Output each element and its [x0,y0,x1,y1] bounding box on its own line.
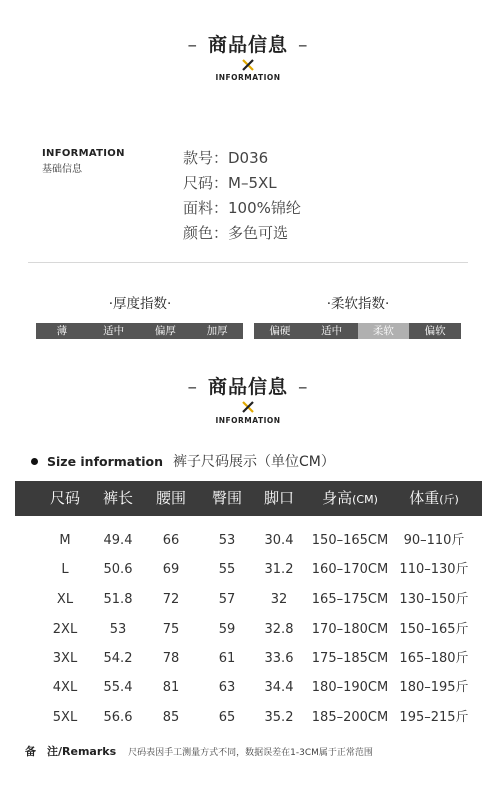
softness-bar [254,323,461,339]
divider [28,262,468,263]
thickness-level: 适中 [88,323,140,339]
column-header [303,481,398,516]
table-cell: 65 [218,710,236,725]
table-cell: 170–180CM [311,622,389,637]
table-cell: 150–165斤 [399,622,469,637]
remarks [25,743,373,759]
bullet-dot-icon [31,458,38,465]
table-cell: 31.2 [264,562,294,577]
table-cell: 81 [162,680,180,695]
basic-info-label-cn: 基础信息 [42,164,82,175]
product-info-subtitle: INFORMATION [215,73,281,82]
softness-level: 偏硬 [254,323,306,339]
table-cell: 54.2 [103,651,133,666]
color-options: 颜色：多色可选 [183,224,289,242]
product-info-title-2: – 商品信息 – [187,376,309,398]
table-cell: 56.6 [103,710,133,725]
remarks-label: 备 注/Remarks [25,745,117,758]
table-cell: 150–165CM [311,533,389,548]
table-cell: 185–200CM [311,710,389,725]
column-header [91,481,146,516]
table-cell: 180–195斤 [399,680,469,695]
fabric: 面料：100%锦纶 [183,199,301,217]
table-cell: 61 [218,651,236,666]
table-cell: 57 [218,592,236,607]
table-cell: L [61,562,69,577]
x-mark-icon [0,57,496,71]
table-cell: 53 [109,622,127,637]
table-cell: 165–180斤 [399,651,469,666]
column-header [144,481,199,516]
table-cell: 63 [218,680,236,695]
thickness-level: 薄 [36,323,88,339]
column-header-label: 身高 [322,489,353,507]
size-heading-cn: 裤子尺码展示（单位CM） [172,454,335,470]
table-cell: 2XL [52,622,78,637]
table-cell: 85 [162,710,180,725]
column-header-label: 裤长 [102,489,133,507]
size-heading [31,451,335,471]
size-range: 尺码：M–5XL [183,174,277,192]
table-cell: 72 [162,592,180,607]
basic-info-label-en: INFORMATION [42,148,125,159]
column-header [252,481,307,516]
softness-level: 适中 [306,323,358,339]
softness-level: 偏软 [409,323,461,339]
table-cell: 180–190CM [311,680,389,695]
table-cell: 34.4 [264,680,294,695]
column-header [200,481,255,516]
table-cell: 75 [162,622,180,637]
table-cell: 110–130斤 [399,562,469,577]
product-info-subtitle-2: INFORMATION [215,416,281,425]
table-cell: 32 [270,592,288,607]
table-cell: 4XL [52,680,78,695]
remarks-text: 尺码表因手工测量方式不同，数据误差在1-3CM属于正常范围 [128,748,373,758]
size-heading-en: Size information [47,453,163,469]
table-cell: 50.6 [103,562,133,577]
table-cell: 53 [218,533,236,548]
table-cell: 69 [162,562,180,577]
table-cell: 49.4 [103,533,133,548]
table-cell: 55.4 [103,680,133,695]
table-cell: 35.2 [264,710,294,725]
softness-title: ·柔软指数· [326,296,390,312]
thickness-bar [36,323,243,339]
table-cell: XL [56,592,74,607]
table-cell: 90–110斤 [403,533,465,548]
table-cell: 195–215斤 [399,710,469,725]
column-header-label: 臀围 [211,489,242,507]
product-info-title: – 商品信息 – [187,34,309,56]
column-header-label: 尺码 [49,489,80,507]
table-cell: 55 [218,562,236,577]
table-cell: 130–150斤 [399,592,469,607]
column-header-unit: (斤) [439,493,459,506]
style-number: 款号：D036 [183,149,269,167]
table-cell: 59 [218,622,236,637]
column-header-unit: (CM) [352,493,378,506]
table-cell: 165–175CM [311,592,389,607]
thickness-level: 偏厚 [140,323,192,339]
table-cell: 5XL [52,710,78,725]
thickness-title: ·厚度指数· [108,296,172,312]
table-cell: 51.8 [103,592,133,607]
column-header-label: 腰围 [155,489,186,507]
column-header [392,481,477,516]
table-cell: 175–185CM [311,651,389,666]
column-header-label: 脚口 [263,489,294,507]
table-cell: 160–170CM [311,562,389,577]
table-cell: 66 [162,533,180,548]
table-cell: 78 [162,651,180,666]
table-cell: 30.4 [264,533,294,548]
softness-level-selected: 柔软 [358,323,410,339]
column-header-label: 体重 [409,489,440,507]
thickness-level: 加厚 [191,323,243,339]
table-cell: 33.6 [264,651,294,666]
x-mark-icon [0,399,496,413]
table-cell: M [59,533,71,548]
column-header [30,481,100,516]
table-cell: 32.8 [264,622,294,637]
table-cell: 3XL [52,651,78,666]
size-table-header [15,481,482,516]
